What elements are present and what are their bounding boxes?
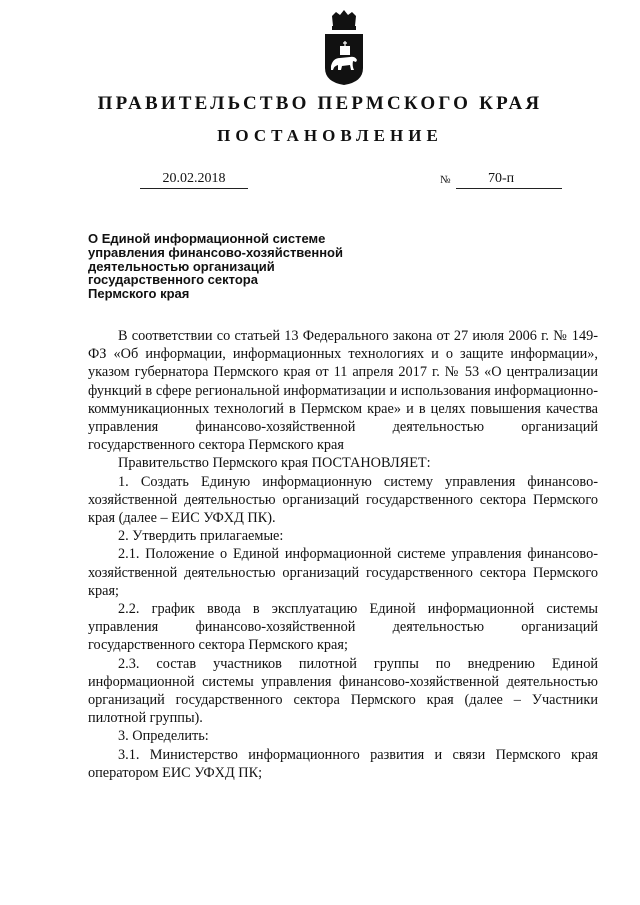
item-2-1: 2.1. Положение о Единой информационной системе управления финансово-хозяйственной деятельностью организаций государственного сектора Пермского края; bbox=[88, 546, 598, 599]
subject-line: государственного сектора bbox=[88, 272, 258, 288]
number-sign: № bbox=[440, 174, 451, 186]
item-2: 2. Утвердить прилагаемые: bbox=[118, 528, 284, 545]
perm-krai-coat-of-arms-icon bbox=[322, 10, 366, 86]
item-2-2: 2.2. график ввода в эксплуатацию Единой информационной системы управления финансово-хозяйственной деятельностью организаций государственного сектора Пермского края; bbox=[88, 601, 598, 654]
item-1: 1. Создать Единую информационную систему управления финансово-хозяйственной деятельностью организаций государственного сектора Пермского края (далее – ЕИС УФХД ПК). bbox=[88, 473, 598, 527]
document-body bbox=[88, 327, 598, 782]
document-date: 20.02.2018 bbox=[140, 170, 248, 189]
item-2-3: 2.3. состав участников пилотной группы по внедрению Единой информационной системы управления финансово-хозяйственной деятельностью организаций государственного сектора Пермского края (далее – Участники пилотной группы). bbox=[88, 655, 598, 727]
subject-line: О Единой информационной системе bbox=[88, 231, 326, 246]
subject-line: деятельностью организаций bbox=[88, 258, 275, 274]
document-type: ПОСТАНОВЛЕНИЕ bbox=[217, 126, 443, 145]
document-number: 70-п bbox=[456, 170, 562, 189]
subject-line: Пермского края bbox=[88, 286, 190, 302]
item-3-1: 3.1. Министерство информационного развития и связи Пермского края оператором ЕИС УФХД ПК; bbox=[88, 746, 598, 781]
subject-line: управления финансово-хозяйственной bbox=[88, 244, 343, 260]
government-title: ПРАВИТЕЛЬСТВО ПЕРМСКОГО КРАЯ bbox=[97, 93, 543, 114]
document-subject bbox=[88, 232, 388, 301]
preamble-paragraph: В соответствии со статьей 13 Федерального закона от 27 июля 2006 г. № 149-ФЗ «Об информации, информационных технологиях и о защите информации», указом губернатора Пермского края от 11 апреля 2017 г. № 53 «О централизации функций в сфере региональной информатизации и использования информационно-коммуникационных технологий в Пермском крае» и в целях повышения качества управления финансово-хозяйственной деятельностью организаций государственного сектора Пермского края bbox=[88, 328, 598, 454]
item-3: 3. Определить: bbox=[118, 728, 209, 745]
resolves-paragraph: Правительство Пермского края ПОСТАНОВЛЯЕТ: bbox=[118, 455, 431, 472]
